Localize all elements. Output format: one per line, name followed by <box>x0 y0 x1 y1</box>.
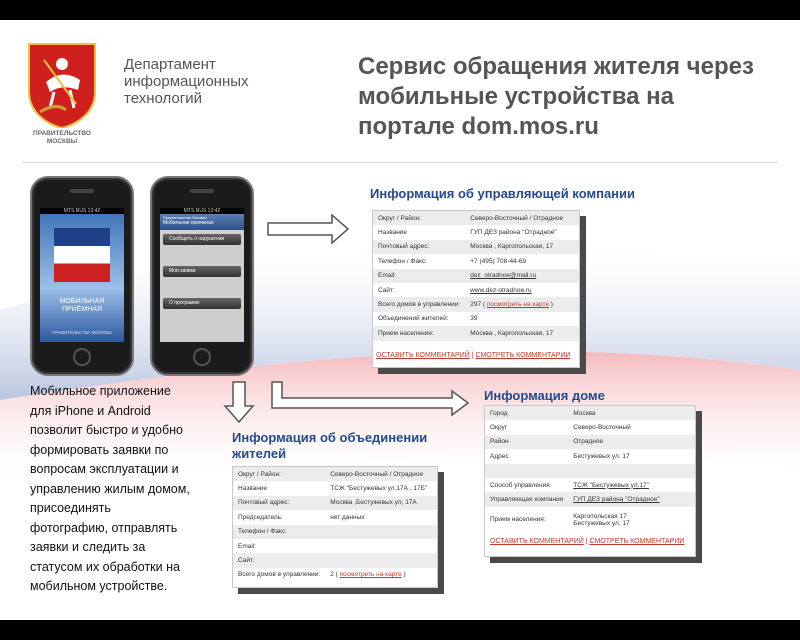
row-key: Всего домов в управлении: <box>378 301 461 309</box>
union-heading-line: Информация об объединении <box>232 430 428 445</box>
row-key: Сайт: <box>378 286 395 294</box>
table-row <box>233 510 437 524</box>
description-line: заявки и следить за <box>30 540 146 554</box>
row-value: Отрадное <box>573 438 604 446</box>
table-row <box>373 283 579 297</box>
row-value <box>325 525 437 539</box>
row-value: ТСЖ "Бестужевых ул.17А , 17Б" <box>330 485 428 493</box>
row-key: Прием населения: <box>378 329 434 337</box>
company-card <box>372 210 580 368</box>
title-line: Сервис обращения жителя через <box>358 53 754 80</box>
row-key: Телефон / Факс: <box>378 257 427 265</box>
table-row <box>233 467 437 481</box>
union-heading <box>232 430 427 462</box>
union-heading-line: жителей <box>232 446 287 461</box>
row-value: 2 <box>330 571 334 579</box>
app-header-line: Мобильная приемная <box>163 220 214 226</box>
row-value: 39 <box>470 315 478 323</box>
table-row <box>373 269 579 283</box>
row-value <box>325 539 437 553</box>
row-key: Управляющая компания <box>490 496 564 504</box>
table-row <box>485 478 695 492</box>
table-row: Всего домов в управлении: 297 ( посмотреть на карте ) <box>373 297 579 311</box>
row-key: Название <box>378 229 408 237</box>
house-table <box>485 406 695 533</box>
app-name-line: ПРИЁМНАЯ <box>61 306 102 313</box>
emblem-caption-line: МОСКВЫ <box>46 138 78 145</box>
row-value: Северо-Восточный / Отрадное <box>330 470 424 478</box>
table-row <box>373 312 579 326</box>
row-key: Округ / Район: <box>378 214 421 222</box>
map-link[interactable]: посмотреть на карте <box>339 571 402 579</box>
app-description <box>30 382 210 597</box>
management-link[interactable]: ТСЖ "Бестужевых ул.17" <box>573 481 649 489</box>
table-row <box>373 254 579 268</box>
company-table <box>373 211 579 341</box>
status-bar: MTS RUS 13:42 <box>160 208 244 214</box>
company-comments: ОСТАВИТЬ КОММЕНТАРИЙ | СМОТРЕТЬ КОММЕНТАРИИ <box>376 352 571 359</box>
app-header-line: Правительство Москвы <box>163 215 207 220</box>
company-heading: Информация об управляющей компании <box>370 186 636 201</box>
row-key: Председатель: <box>238 513 283 521</box>
table-row <box>485 507 695 533</box>
row-value: ГУП ДЕЗ района "Отрадное" <box>470 229 557 237</box>
row-key: Район <box>490 438 509 446</box>
table-row <box>485 406 695 420</box>
union-table <box>233 467 437 582</box>
email-link[interactable]: dez_otradnoe@mail.ru <box>470 272 537 280</box>
row-key: Всего домов в управлении: <box>238 571 321 579</box>
row-key: Email: <box>238 542 257 550</box>
description-line: фотографию, отправлять <box>30 520 178 535</box>
table-row <box>233 539 437 553</box>
description-line: статусом их обработки на <box>30 559 180 574</box>
arrow-elbow-icon <box>272 382 468 415</box>
row-value: 297 <box>470 301 482 309</box>
row-key: Почтовый адрес: <box>238 499 290 507</box>
table-row <box>233 481 437 495</box>
description-line: управлению жилым домом, <box>30 481 190 496</box>
row-value: нет данных <box>330 513 365 521</box>
table-row <box>373 211 579 225</box>
table-row <box>373 326 579 340</box>
table-row <box>485 449 695 463</box>
row-value: Москва ,Бестужевых ул, 17А <box>330 499 417 507</box>
description-line: мобильном устройстве. <box>30 579 168 593</box>
row-key: Почтовый адрес: <box>378 243 430 251</box>
description-line: позволит быстро и удобно <box>30 423 184 437</box>
view-comments-link[interactable]: СМОТРЕТЬ КОММЕНТАРИИ <box>589 538 685 545</box>
row-key: Округ <box>490 424 508 432</box>
row-key: Прием населения: <box>490 516 546 524</box>
row-key: Округ / Район: <box>238 470 281 478</box>
table-row <box>485 464 695 478</box>
leave-comment-link[interactable]: ОСТАВИТЬ КОММЕНТАРИЙ <box>490 538 584 545</box>
status-bar: MTS RUS 13:42 <box>40 208 124 214</box>
my-requests-button[interactable]: Мои заявки <box>163 266 241 277</box>
title-line: портале dom.mos.ru <box>358 113 599 140</box>
row-value <box>568 464 695 478</box>
table-row <box>373 240 579 254</box>
row-key: Объединений жителей: <box>378 315 449 323</box>
emblem-caption-line: ПРАВИТЕЛЬСТВО <box>33 130 91 137</box>
row-key: Способ управления <box>490 481 550 489</box>
row-value: Бестужевых ул. 17 <box>573 452 630 460</box>
map-link[interactable]: посмотреть на карте <box>486 301 549 309</box>
title-line: мобильные устройства на <box>358 83 675 110</box>
view-comments-link[interactable]: СМОТРЕТЬ КОММЕНТАРИИ <box>475 352 571 359</box>
table-row: Всего домов в управлении: 2 ( посмотреть на карте ) <box>233 568 437 582</box>
description-line: Мобильное приложение <box>30 384 171 398</box>
table-row <box>373 225 579 239</box>
department-line: информационных <box>124 73 249 90</box>
department-line: Департамент <box>124 56 216 73</box>
description-line: вопросам эксплуатации и <box>30 462 179 476</box>
table-row <box>233 553 437 567</box>
row-value: Москва , Каргопольская, 17 <box>470 329 554 337</box>
arrow-right-icon <box>268 215 348 243</box>
row-value: +7 (495) 708-44-69 <box>470 257 527 265</box>
row-value: Северо-Восточный / Отрадное <box>470 214 564 222</box>
app-subtitle: ПРАВИТЕЛЬСТВА МОСКВЫ <box>52 330 112 335</box>
company-link[interactable]: ГУП ДЕЗ района "Отрадное" <box>573 496 660 504</box>
row-value: Москва <box>573 409 596 417</box>
row-key: Город <box>490 409 508 417</box>
about-button[interactable]: О программе <box>163 298 241 309</box>
report-violation-button[interactable]: Сообщить о нарушении <box>163 234 241 245</box>
leave-comment-link[interactable]: ОСТАВИТЬ КОММЕНТАРИЙ <box>376 352 470 359</box>
row-value: Каргопольская 17 Бестужевых ул. 17 <box>573 512 630 527</box>
row-value: Северо-Восточный <box>573 424 631 432</box>
department-line: технологий <box>124 90 203 107</box>
slide <box>0 20 800 620</box>
table-row <box>233 525 437 539</box>
site-link[interactable]: www.dez-otradnoe.ru <box>470 286 532 294</box>
house-heading: Информация доме <box>484 388 605 403</box>
arrow-down-icon <box>225 382 253 422</box>
table-row <box>233 496 437 510</box>
row-key: Название <box>238 485 268 493</box>
house-card <box>484 405 696 557</box>
table-row <box>485 492 695 506</box>
row-value: Москва , Каргопольская, 17 <box>470 243 554 251</box>
description-line: формировать заявки по <box>30 442 169 457</box>
description-line: присоединять <box>30 501 111 515</box>
table-row <box>485 435 695 449</box>
row-key <box>485 464 568 478</box>
row-key: Адрес <box>490 452 509 460</box>
row-value <box>325 553 437 567</box>
description-line: для iPhone и Android <box>30 403 151 418</box>
row-key: Телефон / Факс: <box>238 528 287 536</box>
app-name-line: МОБИЛЬНАЯ <box>59 298 105 305</box>
row-key: Email: <box>378 272 397 280</box>
house-comments: ОСТАВИТЬ КОММЕНТАРИЙ | СМОТРЕТЬ КОММЕНТАРИИ <box>490 538 685 545</box>
row-key: Сайт: <box>238 557 255 565</box>
table-row <box>485 420 695 434</box>
union-card <box>232 466 438 588</box>
